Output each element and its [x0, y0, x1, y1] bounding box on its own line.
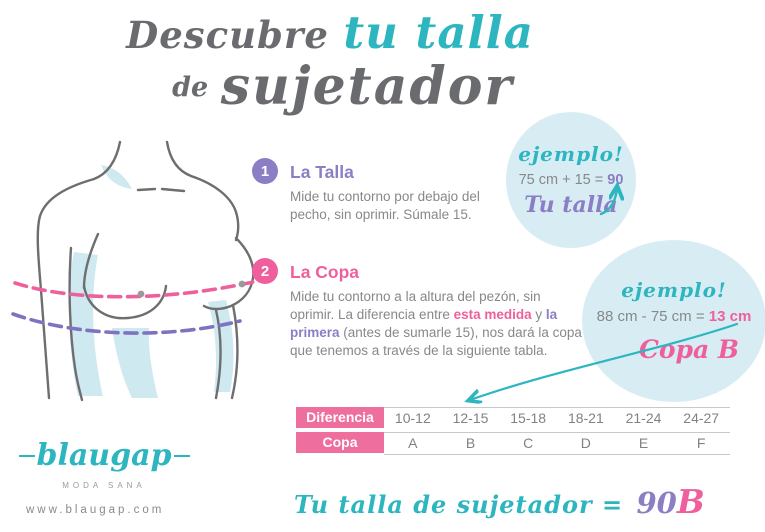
website-url: www.blaugap.com [26, 504, 165, 516]
table-cell: 12-15 [452, 410, 489, 426]
table-cell: C [523, 435, 534, 451]
result-line [294, 482, 705, 521]
table-cell: B [465, 435, 476, 451]
logo-left-stroke [19, 455, 35, 457]
table-header-diferencia: Diferencia [296, 407, 384, 428]
table-cell: 18-21 [567, 410, 604, 426]
title-sujetador: sujetador [220, 56, 514, 117]
nipple-dot-right [239, 281, 246, 288]
logo-right-stroke [174, 455, 190, 457]
title-line-1 [120, 6, 540, 59]
step-2-text-2: y [531, 306, 546, 322]
step-1-heading: La Talla [290, 162, 354, 182]
step-2-text-1: Mide tu contorno a la altura del pezón, sin oprimir. La diferencia entre [290, 289, 541, 322]
example-1-formula-prefix: 75 cm + 15 = [518, 172, 608, 188]
example-2-label: ejemplo! [621, 278, 727, 302]
table-cell: D [580, 435, 591, 451]
result-size: 90 [636, 486, 677, 520]
logo-name: blaugap [36, 438, 172, 473]
title-line-2 [146, 56, 540, 117]
example-2-result: 13 cm [708, 308, 752, 325]
table-cell: 24-27 [683, 410, 720, 426]
lower-shade [112, 328, 158, 398]
example-1-caption: Tu talla [524, 192, 618, 218]
brand-logo [24, 438, 184, 516]
example-1-result: 90 [607, 172, 624, 188]
table-cell: 10-12 [394, 410, 431, 426]
step-2-highlight-esta-medida: esta medida [453, 306, 532, 322]
torso-measurement-illustration [8, 140, 280, 402]
step-2-badge [252, 258, 278, 284]
logo-tagline: MODA SANA [62, 481, 146, 490]
table-cell: A [408, 435, 418, 451]
table-header-copa: Copa [296, 432, 384, 453]
title-tu-talla: tu talla [343, 6, 534, 59]
table-cells-diferencia [384, 407, 730, 429]
example-2-caption: Copa B [638, 335, 740, 364]
table-cell: E [638, 435, 649, 451]
table-row-diferencia [296, 407, 730, 429]
cup-measure-line [15, 282, 253, 297]
example-1-bubble [506, 112, 636, 248]
step-2-heading: La Copa [290, 262, 360, 282]
logo-name-row [24, 438, 184, 473]
example-1-label: ejemplo! [518, 142, 624, 166]
cup-size-table [296, 407, 730, 455]
step-2-text-3: (antes de sumarle 15), nos dará la copa que tenemos a través de la siguiente tabla. [290, 324, 582, 358]
curved-down-arrow-icon [440, 320, 740, 415]
table-cell: F [696, 435, 706, 451]
step-2-number: 2 [260, 262, 270, 280]
example-2-formula-prefix: 88 cm - 75 cm = [596, 308, 709, 325]
table-cell: 15-18 [510, 410, 547, 426]
result-prefix: Tu talla de sujetador = [294, 490, 633, 519]
step-1-number: 1 [260, 162, 270, 180]
title-de: de [172, 72, 209, 103]
table-cells-copa [384, 432, 730, 455]
step-2-highlight-la-primera: la primera [290, 306, 558, 340]
curved-up-arrow-icon [598, 182, 624, 218]
nipple-dot-left [138, 291, 145, 298]
neck-shade [101, 165, 132, 189]
table-cell: 21-24 [625, 410, 662, 426]
step-1-body: Mide tu contorno por debajo del pecho, sin oprimir. Súmale 15. [290, 189, 480, 222]
step-1-badge [252, 158, 278, 184]
title-descubre: Descubre [126, 13, 329, 57]
page-title [120, 6, 540, 117]
table-row-copa [296, 432, 730, 455]
result-cup: B [676, 482, 705, 521]
